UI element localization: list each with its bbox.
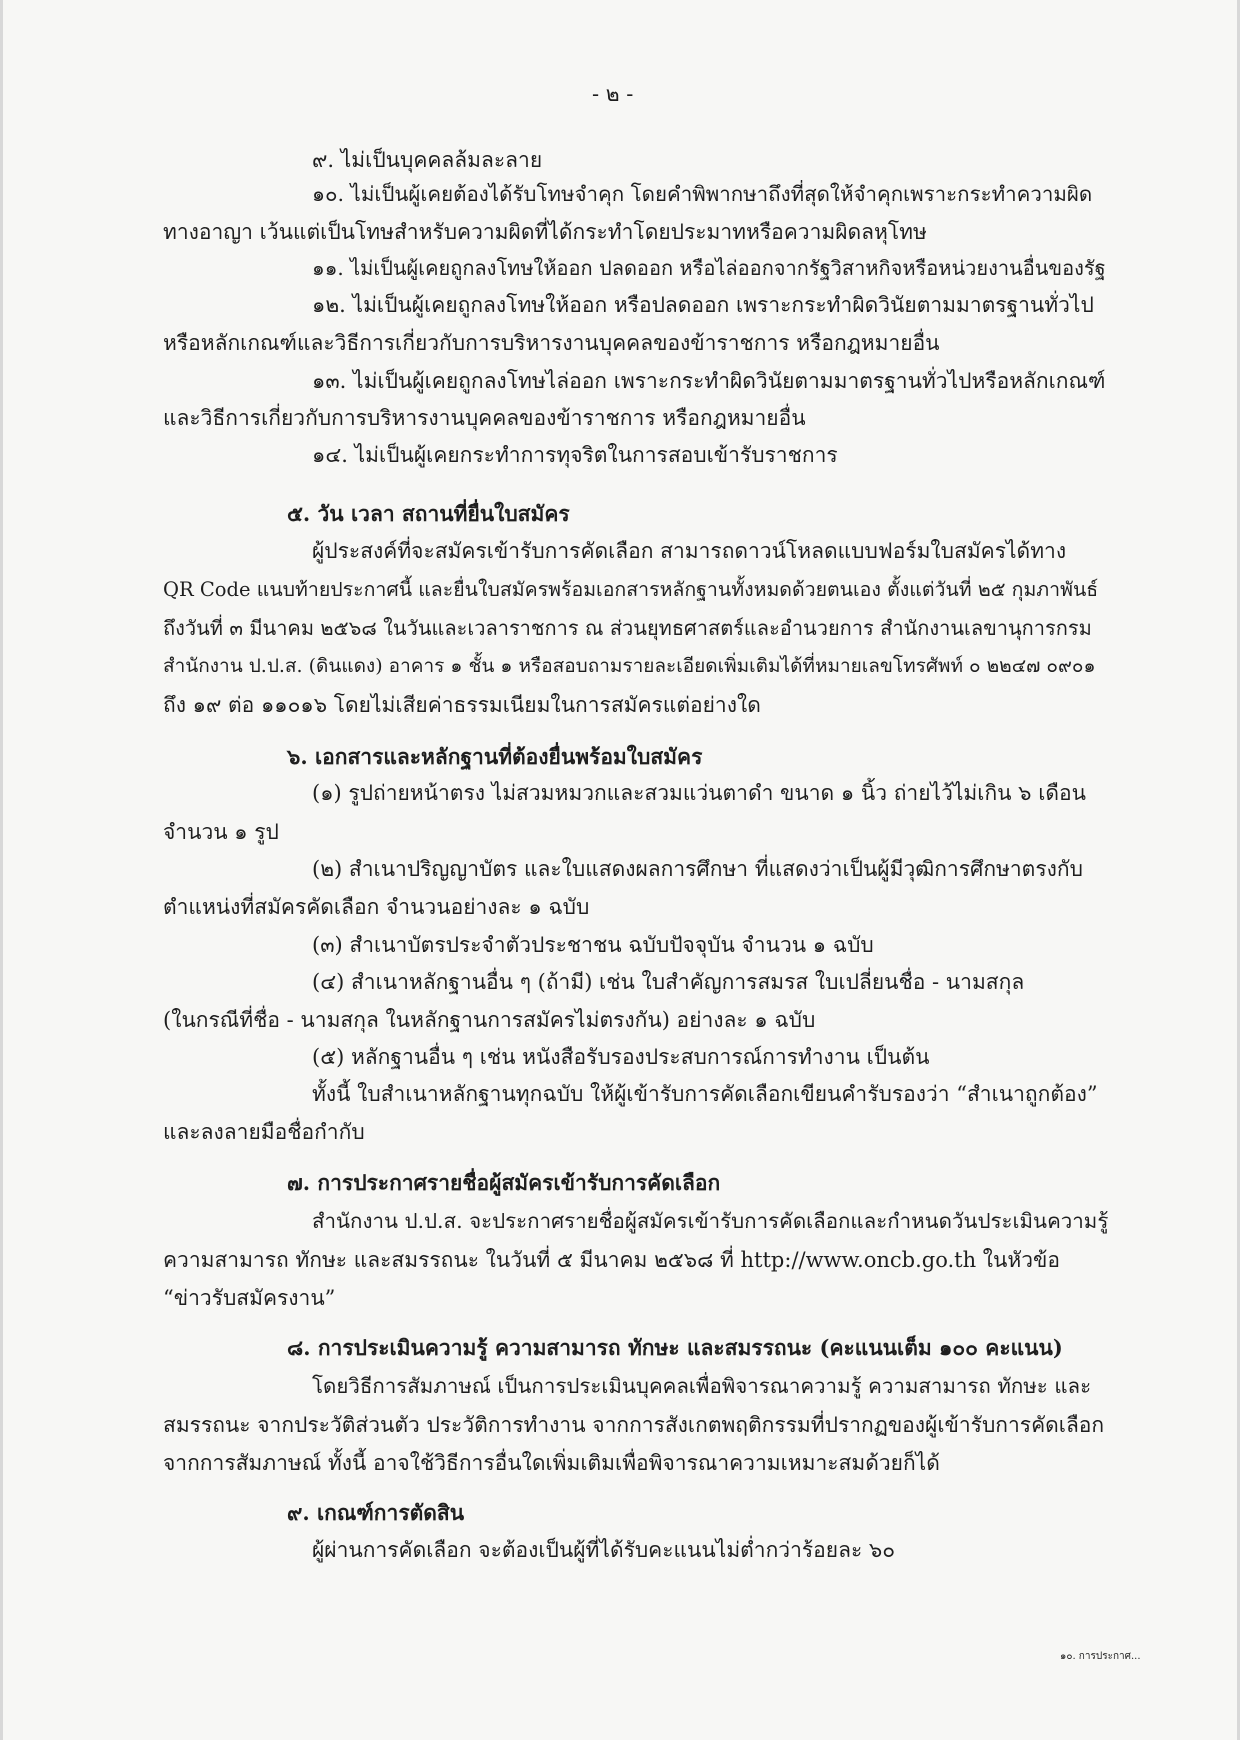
section-8-heading: ๘. การประเมินความรู้ ความสามารถ ทักษะ และสมรรถนะ (คะแนนเต็ม ๑๐๐ คะแนน) [287,1335,1063,1360]
section-7-line: สำนักงาน ป.ป.ส. จะประกาศรายชื่อผู้สมัครเข้ารับการคัดเลือกและกำหนดวันประเมินความรู้ [312,1209,1109,1233]
section-6-heading: ๖. เอกสารและหลักฐานที่ต้องยื่นพร้อมใบสมัคร [287,744,703,769]
scan-edge-left [0,0,3,1740]
section-5-line: ผู้ประสงค์ที่จะสมัครเข้ารับการคัดเลือก สามารถดาวน์โหลดแบบฟอร์มใบสมัครได้ทาง [312,539,1067,563]
section-6-note: ทั้งนี้ ใบสำเนาหลักฐานทุกฉบับ ให้ผู้เข้ารับการคัดเลือกเขียนคำรับรองว่า “สำเนาถูกต้อง” [312,1082,1098,1106]
qualification-12-continued: หรือหลักเกณฑ์และวิธีการเกี่ยวกับการบริหารงานบุคคลของข้าราชการ หรือกฎหมายอื่น [163,331,940,355]
section-8-line: สมรรถนะ จากประวัติส่วนตัว ประวัติการทำงาน จากการสังเกตพฤติกรรมที่ปรากฏของผู้เข้ารับการคัดเลือก [163,1413,1105,1437]
section-7-line: “ข่าวรับสมัครงาน” [163,1286,336,1310]
section-6-item-4-continued: (ในกรณีที่ชื่อ - นามสกุล ในหลักฐานการสมัครไม่ตรงกัน) อย่างละ ๑ ฉบับ [163,1008,816,1032]
continuation-footer: ๑๐. การประกาศ... [1060,1651,1141,1662]
section-9-heading: ๙. เกณฑ์การตัดสิน [287,1500,465,1525]
section-5-line: ถึง ๑๙ ต่อ ๑๑๐๑๖ โดยไม่เสียค่าธรรมเนียมในการสมัครแต่อย่างใด [163,693,761,717]
qualification-13: ๑๓. ไม่เป็นผู้เคยถูกลงโทษไล่ออก เพราะกระทำผิดวินัยตามมาตรฐานทั่วไปหรือหลักเกณฑ์ [312,369,1106,393]
section-6-item-2: (๒) สำเนาปริญญาบัตร และใบแสดงผลการศึกษา ที่แสดงว่าเป็นผู้มีวุฒิการศึกษาตรงกับ [312,857,1083,881]
section-9-line: ผู้ผ่านการคัดเลือก จะต้องเป็นผู้ที่ได้รับคะแนนไม่ต่ำกว่าร้อยละ ๖๐ [312,1538,896,1562]
qualification-12: ๑๒. ไม่เป็นผู้เคยถูกลงโทษให้ออก หรือปลดออก เพราะกระทำผิดวินัยตามมาตรฐานทั่วไป [312,293,1094,317]
section-8-line: จากการสัมภาษณ์ ทั้งนี้ อาจใช้วิธีการอื่นใดเพิ่มเติมเพื่อพิจารณาความเหมาะสมด้วยก็ได้ [163,1451,940,1475]
section-6-item-1-continued: จำนวน ๑ รูป [163,820,279,844]
section-5-heading: ๕. วัน เวลา สถานที่ยื่นใบสมัคร [287,501,570,526]
section-7-heading: ๗. การประกาศรายชื่อผู้สมัครเข้ารับการคัดเลือก [287,1170,721,1195]
section-5-line: ถึงวันที่ ๓ มีนาคม ๒๕๖๘ ในวันและเวลาราชการ ณ ส่วนยุทธศาสตร์และอำนวยการ สำนักงานเลขานุการกรม [163,616,1092,640]
section-6-item-3: (๓) สำเนาบัตรประจำตัวประชาชน ฉบับปัจจุบัน จำนวน ๑ ฉบับ [312,933,874,957]
section-8-line: โดยวิธีการสัมภาษณ์ เป็นการประเมินบุคคลเพื่อพิจารณาความรู้ ความสามารถ ทักษะ และ [312,1374,1092,1398]
qualification-10-continued: ทางอาญา เว้นแต่เป็นโทษสำหรับความผิดที่ได้กระทำโดยประมาทหรือความผิดลหุโทษ [163,220,927,244]
qualification-11: ๑๑. ไม่เป็นผู้เคยถูกลงโทษให้ออก ปลดออก หรือไล่ออกจากรัฐวิสาหกิจหรือหน่วยงานอื่นของรัฐ [312,256,1106,280]
qualification-10: ๑๐. ไม่เป็นผู้เคยต้องได้รับโทษจำคุก โดยคำพิพากษาถึงที่สุดให้จำคุกเพราะกระทำความผิด [312,182,1093,206]
section-6-item-1: (๑) รูปถ่ายหน้าตรง ไม่สวมหมวกและสวมแว่นตาดำ ขนาด ๑ นิ้ว ถ่ายไว้ไม่เกิน ๖ เดือน [312,781,1086,805]
section-7-line: ความสามารถ ทักษะ และสมรรถนะ ในวันที่ ๕ มีนาคม ๒๕๖๘ ที่ http://www.oncb.go.th ในหัวข้อ [163,1248,1061,1272]
section-6-item-2-continued: ตำแหน่งที่สมัครคัดเลือก จำนวนอย่างละ ๑ ฉบับ [163,895,590,919]
section-5-line: QR Code แนบท้ายประกาศนี้ และยื่นใบสมัครพร้อมเอกสารหลักฐานทั้งหมดด้วยตนเอง ตั้งแต่วันที่ ๒๕ กุมภาพันธ์ [163,578,1099,601]
qualification-14: ๑๔. ไม่เป็นผู้เคยกระทำการทุจริตในการสอบเข้ารับราชการ [312,443,838,467]
section-6-item-5: (๕) หลักฐานอื่น ๆ เช่น หนังสือรับรองประสบการณ์การทำงาน เป็นต้น [312,1045,930,1069]
qualification-9: ๙. ไม่เป็นบุคคลล้มละลาย [312,148,543,172]
qualification-13-continued: และวิธีการเกี่ยวกับการบริหารงานบุคคลของข้าราชการ หรือกฎหมายอื่น [163,406,806,430]
section-6-note-continued: และลงลายมือชื่อกำกับ [163,1120,365,1144]
section-5-line: สำนักงาน ป.ป.ส. (ดินแดง) อาคาร ๑ ชั้น ๑ หรือสอบถามรายละเอียดเพิ่มเติมได้ที่หมายเลขโทรศัพท์ ๐ ๒๒๔๗ ๐๙๐๑ [163,655,1096,677]
page-number: - ๒ - [592,82,634,106]
section-6-item-4: (๔) สำเนาหลักฐานอื่น ๆ (ถ้ามี) เช่น ใบสำคัญการสมรส ใบเปลี่ยนชื่อ - นามสกุล [312,970,1025,994]
